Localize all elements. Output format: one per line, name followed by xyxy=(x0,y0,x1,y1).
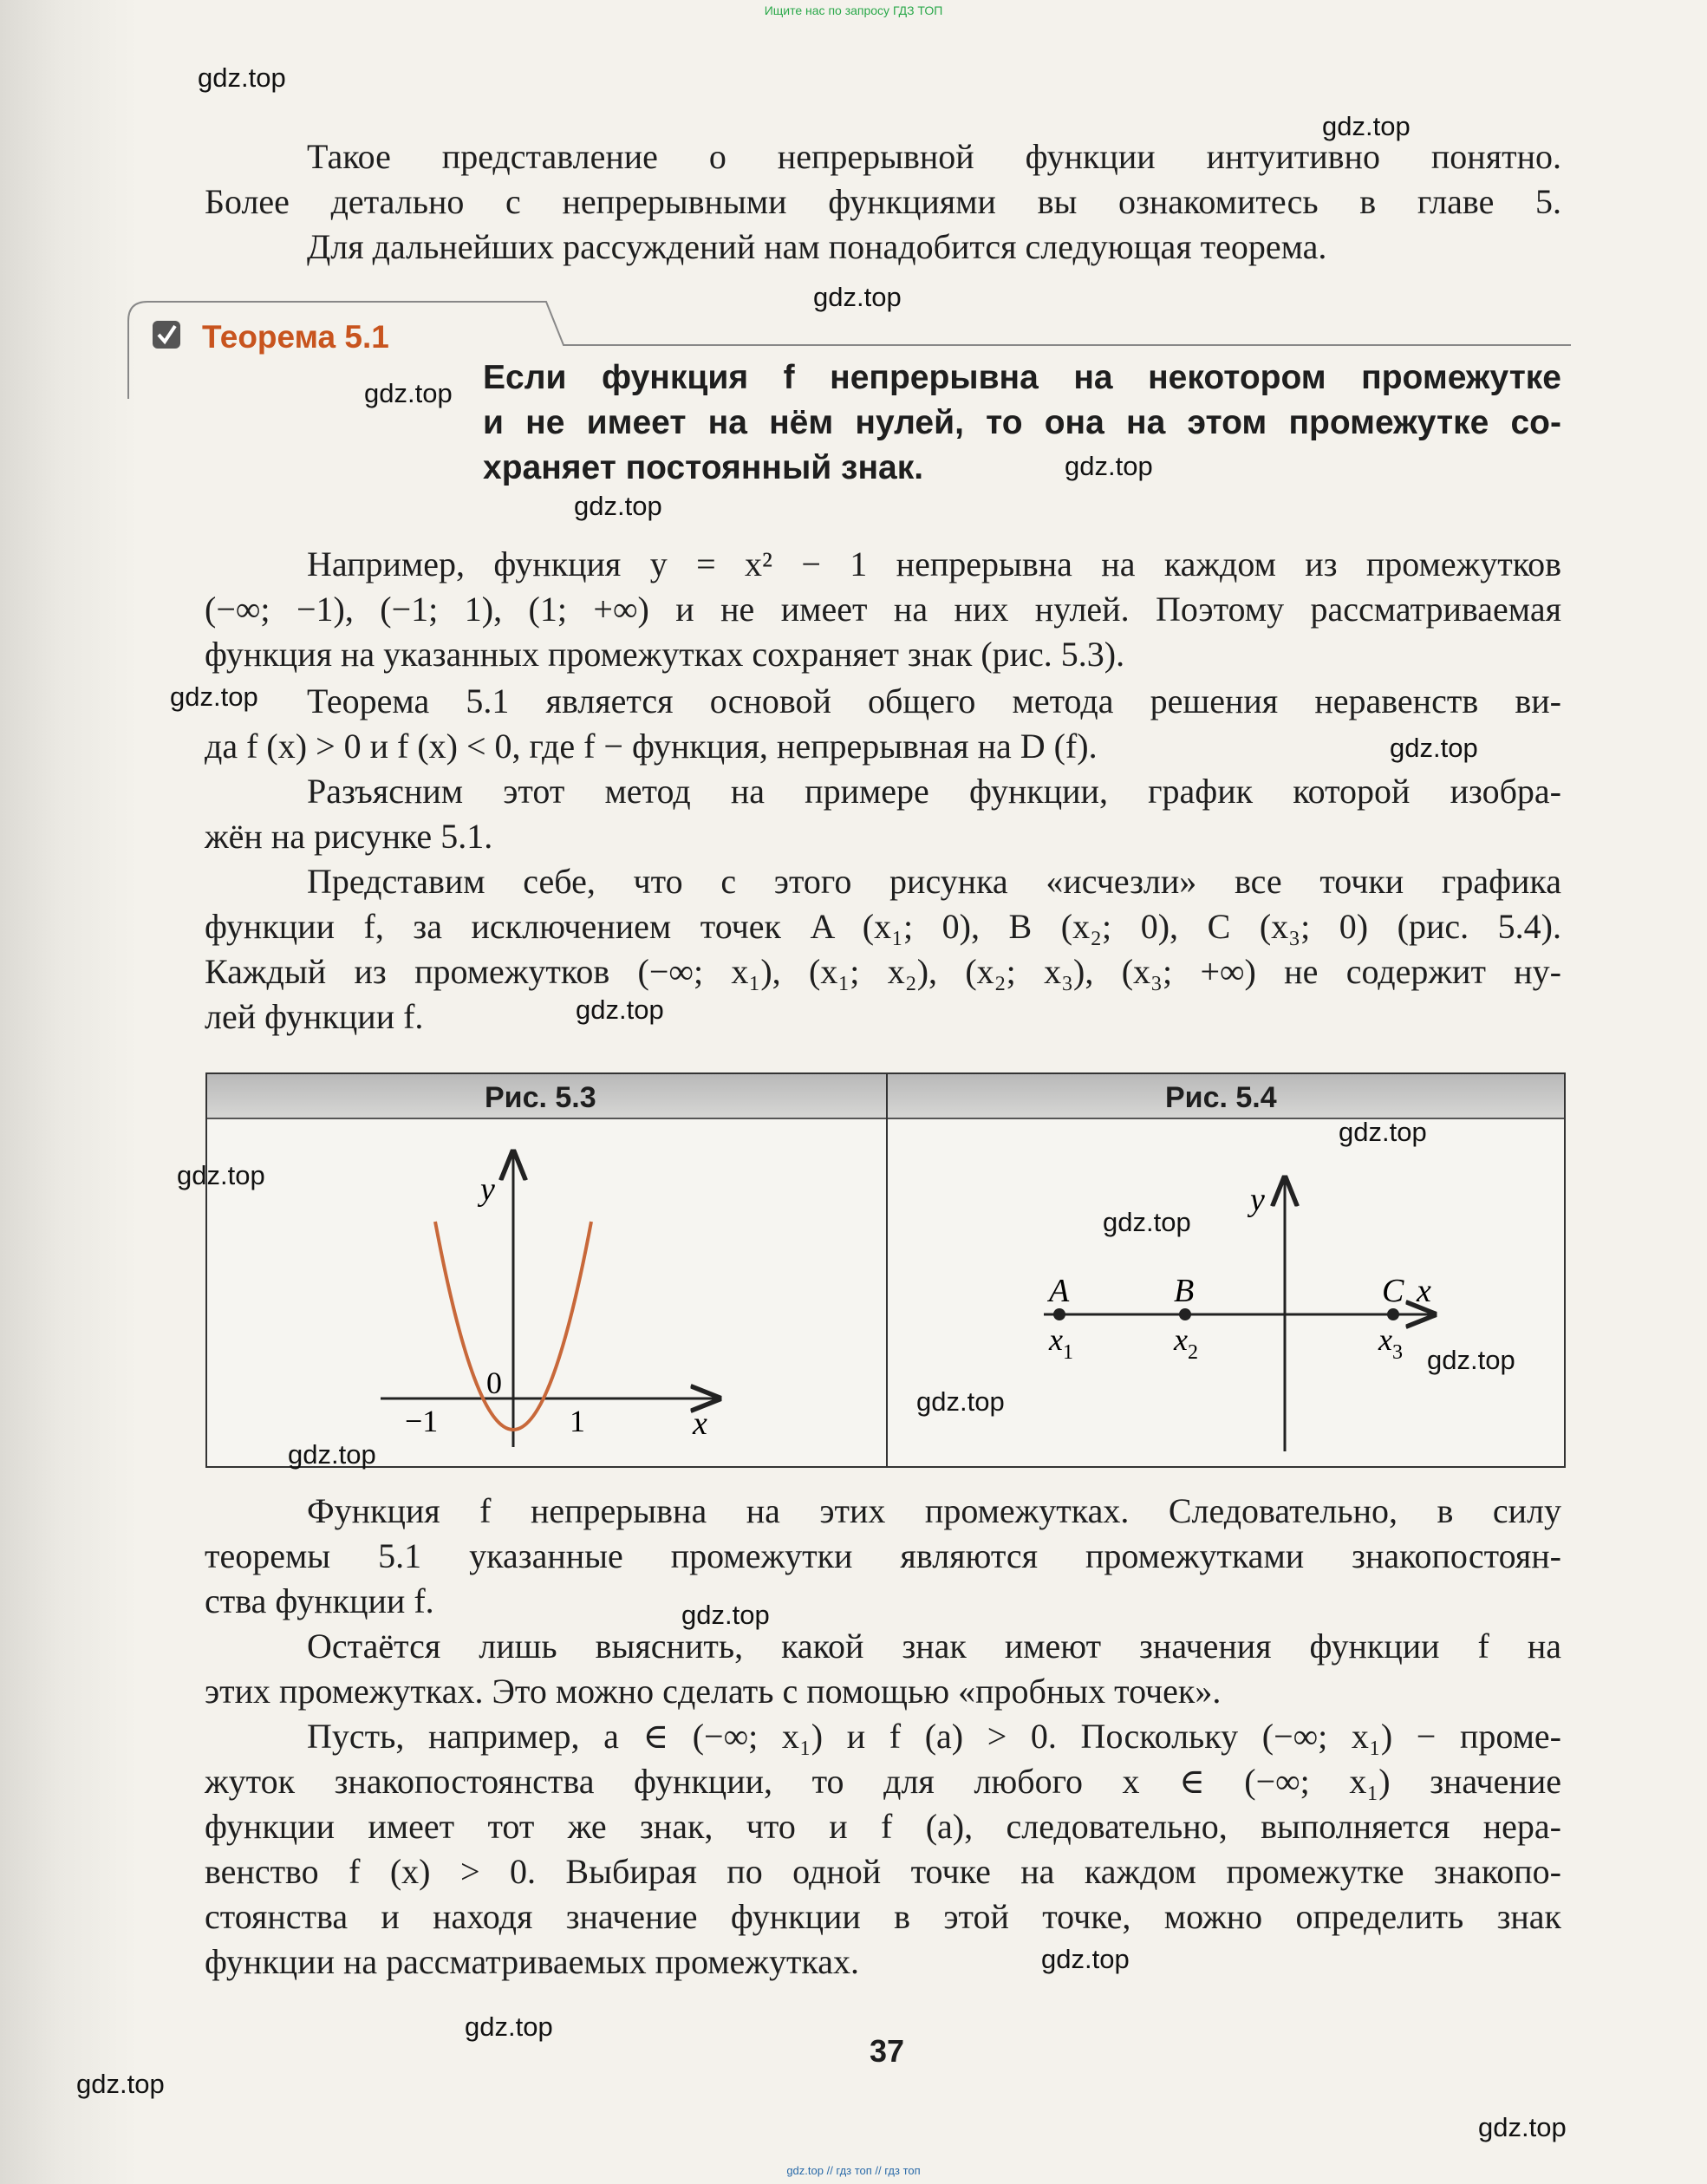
text-line: теоремы 5.1 указанные промежутки являются промежутками знакопостоян- xyxy=(205,1536,1561,1575)
theorem-statement xyxy=(483,355,1561,491)
watermark: gdz.top xyxy=(576,994,664,1025)
top-search-note: Ищите нас по запросу ГДЗ ТОП xyxy=(764,3,943,17)
text-line: функции f, за исключением точек A (x₁; 0), B (x₂; 0), C (x₃; 0) (рис. 5.4). xyxy=(205,907,1561,946)
paragraph-sign xyxy=(205,1624,1561,1714)
watermark: gdz.top xyxy=(1427,1345,1515,1375)
watermark: gdz.top xyxy=(288,1439,376,1470)
axis-label-x: x xyxy=(693,1405,707,1442)
watermark: gdz.top xyxy=(198,62,286,93)
watermark: gdz.top xyxy=(1065,451,1153,481)
page-number: 37 xyxy=(870,2033,905,2069)
watermark: gdz.top xyxy=(76,2069,165,2099)
figure-5-3-title: Рис. 5.3 xyxy=(485,1081,596,1114)
axis-label-y: y xyxy=(480,1171,495,1208)
watermark: gdz.top xyxy=(465,2011,553,2042)
text-line: венство f (x) > 0. Выбирая по одной точке на каждом промежутке знакопо- xyxy=(205,1852,1561,1891)
watermark: gdz.top xyxy=(364,378,453,408)
text-line: Функция f непрерывна на этих промежутках. Следовательно, в силу xyxy=(307,1491,1561,1530)
paragraph-test-points xyxy=(205,1714,1561,1985)
watermark: gdz.top xyxy=(1103,1207,1191,1237)
paragraph-method xyxy=(205,679,1561,769)
text-line: Такое представление о непрерывной функции интуитивно понятно. xyxy=(307,137,1561,176)
text-line: лей функции f. xyxy=(205,997,424,1036)
theorem-line: храняет постоянный знак. xyxy=(483,449,924,486)
bottom-note: gdz.top // гдз топ // гдз топ xyxy=(786,2164,921,2177)
watermark: gdz.top xyxy=(1390,733,1478,763)
point-label-a: A xyxy=(1049,1273,1070,1309)
checkmark-icon xyxy=(153,321,180,349)
watermark: gdz.top xyxy=(813,282,902,312)
point-label-b: B xyxy=(1174,1273,1195,1309)
text-line: функции на рассматриваемых промежутках. xyxy=(205,1942,859,1981)
tick-label-neg1: −1 xyxy=(405,1404,439,1438)
zero-point-a xyxy=(1053,1308,1065,1320)
text-line: Представим себе, что с этого рисунка «исчезли» все точки графика xyxy=(307,862,1561,901)
text-line: жён на рисунке 5.1. xyxy=(205,817,493,856)
zero-label-x1: $x_1$ xyxy=(1049,1322,1073,1364)
text-line: ства функции f. xyxy=(205,1581,434,1620)
figure-5-3-graph xyxy=(207,1118,886,1464)
watermark: gdz.top xyxy=(916,1386,1005,1417)
origin-label: 0 xyxy=(486,1366,502,1400)
text-line: стоянства и находя значение функции в этой точке, можно определить знак xyxy=(205,1897,1561,1936)
text-line: Разъясним этот метод на примере функции, график которой изобра- xyxy=(307,772,1561,811)
point-label-c: C xyxy=(1382,1273,1404,1309)
text-line: Каждый из промежутков (−∞; x₁), (x₁; x₂), (x₂; x₃), (x₃; +∞) не содержит ну- xyxy=(205,952,1561,991)
watermark: gdz.top xyxy=(1478,2112,1567,2142)
theorem-title: Теорема 5.1 xyxy=(202,319,389,355)
text-line: этих промежутках. Это можно сделать с помощью «пробных точек». xyxy=(205,1672,1222,1711)
watermark: gdz.top xyxy=(1041,1944,1130,1974)
zero-label-x2: $x_2$ xyxy=(1174,1322,1198,1364)
text-line: функции имеет тот же знак, что и f (a), следовательно, выполняется нера- xyxy=(205,1807,1561,1846)
zero-point-c xyxy=(1387,1308,1399,1320)
axis-label-y: y xyxy=(1250,1182,1265,1218)
text-line: да f (x) > 0 и f (x) < 0, где f − функция, непрерывная на D (f). xyxy=(205,727,1098,766)
text-line: Например, функция y = x² − 1 непрерывна на каждом из промежутков xyxy=(307,544,1561,583)
text-line: жуток знакопостоянства функции, то для любого x ∈ (−∞; x₁) значение xyxy=(205,1762,1561,1801)
text-line: функция на указанных промежутках сохраняет знак (рис. 5.3). xyxy=(205,635,1125,674)
text-line: Теорема 5.1 является основой общего метода решения неравенств ви- xyxy=(307,681,1561,720)
zero-point-b xyxy=(1179,1308,1191,1320)
watermark: gdz.top xyxy=(1339,1117,1427,1147)
paragraph-example xyxy=(205,542,1561,677)
paragraph-explain xyxy=(205,769,1561,859)
axis-label-x: x xyxy=(1417,1273,1431,1309)
zero-label-x3: $x_3$ xyxy=(1378,1322,1403,1364)
text-line: Пусть, например, a ∈ (−∞; x₁) и f (a) > 0. Поскольку (−∞; x₁) − проме- xyxy=(307,1717,1561,1756)
paragraph-continuous xyxy=(205,1489,1561,1624)
paragraph-imagine xyxy=(205,859,1561,1040)
intro-paragraph xyxy=(205,134,1561,270)
tick-label-1: 1 xyxy=(570,1404,585,1438)
watermark: gdz.top xyxy=(1322,111,1411,141)
watermark: gdz.top xyxy=(681,1600,770,1630)
figure-5-4-title: Рис. 5.4 xyxy=(1165,1081,1277,1114)
text-line: Для дальнейших рассуждений нам понадобится следующая теорема. xyxy=(307,227,1327,266)
watermark: gdz.top xyxy=(177,1160,265,1190)
text-line: Более детально с непрерывными функциями вы ознакомитесь в главе 5. xyxy=(205,182,1561,221)
theorem-line: Если функция f непрерывна на некотором промежутке xyxy=(483,359,1561,396)
text-line: (−∞; −1), (−1; 1), (1; +∞) и не имеет на них нулей. Поэтому рассматриваемая xyxy=(205,590,1561,629)
text-line: Остаётся лишь выяснить, какой знак имеют значения функции f на xyxy=(307,1627,1561,1666)
watermark: gdz.top xyxy=(574,491,662,521)
watermark: gdz.top xyxy=(170,681,258,712)
theorem-line: и не имеет на нём нулей, то она на этом промежутке со- xyxy=(483,404,1561,441)
